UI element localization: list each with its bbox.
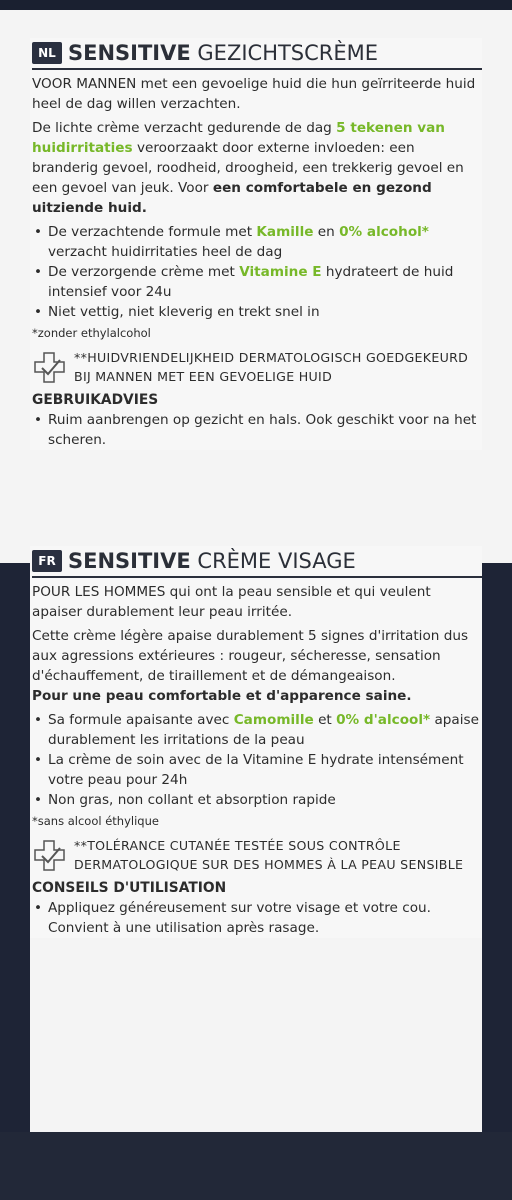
fr-intro: POUR LES HOMMES qui ont la peau sensible et qui veulent apaiser durablement leur peau irritée. (32, 584, 431, 620)
nl-intro: VOOR MANNEN met een gevoelige huid die hun geïrriteerde huid heel de dag willen verzachten. (32, 76, 476, 112)
fr-header (32, 546, 482, 578)
left-navy-strip (0, 563, 30, 1200)
nl-header (32, 38, 482, 70)
skin-check-icon (32, 350, 68, 386)
nl-description: De lichte crème verzacht gedurende de dag 5 tekenen van huidirritaties veroorzaakt door externe invloeden: een branderig gevoel, roodheid, droogheid, een trekkerig gevoel en een gevoel van jeuk. Voor een comfortabele en gezond uitziende huid. (32, 120, 464, 216)
nl-advice-title: GEBRUIKADVIES (32, 392, 159, 408)
fr-dermatology-claim: **TOLÉRANCE CUTANÉE TESTÉE SOUS CONTRÔLE DERMATOLOGIQUE SUR DES HOMMES À LA PEAU SENSIBLE (32, 836, 482, 874)
fr-advice-title: CONSEILS D'UTILISATION (32, 880, 227, 896)
bottom-navy-band (0, 1132, 512, 1200)
list-item: • Non gras, non collant et absorption rapide (32, 790, 482, 810)
fr-description-bold: Pour une peau comfortable et d'apparence saine. (32, 688, 412, 704)
fr-title: SENSITIVE CRÈME VISAGE (68, 549, 356, 573)
list-item: • La crème de soin avec de la Vitamine E hydrate intensément votre peau pour 24h (32, 750, 482, 790)
nl-section (30, 38, 482, 450)
fr-section (30, 546, 482, 938)
list-item: • Sa formule apaisante avec Camomille et 0% d'alcool* apaise durablement les irritations de la peau (32, 710, 482, 750)
fr-advice-list (32, 898, 482, 938)
nl-benefits-list (32, 222, 482, 322)
list-item: • Ruim aanbrengen op gezicht en hals. Ook geschikt voor na het scheren. (32, 410, 482, 450)
skin-check-icon (32, 838, 68, 874)
list-item: • Niet vettig, niet kleverig en trekt snel in (32, 302, 482, 322)
fr-description: Cette crème légère apaise durablement 5 signes d'irritation dus aux agressions extérieures : rougeur, sécheresse, sensation d'échauffement, de tiraillement et de démangeaison. (32, 628, 469, 684)
fr-footnote: *sans alcool éthylique (32, 814, 159, 828)
top-border (0, 0, 512, 10)
right-navy-strip (482, 563, 512, 1200)
nl-footnote: *zonder ethylalcohol (32, 326, 151, 340)
fr-benefits-list (32, 710, 482, 810)
nl-advice-list (32, 410, 482, 450)
list-item: • Appliquez généreusement sur votre visage et votre cou. Convient à une utilisation après rasage. (32, 898, 482, 938)
list-item: • De verzorgende crème met Vitamine E hydrateert de huid intensief voor 24u (32, 262, 482, 302)
list-item: • De verzachtende formule met Kamille en 0% alcohol* verzacht huidirritaties heel de dag (32, 222, 482, 262)
language-badge-nl: NL (32, 42, 62, 64)
nl-dermatology-claim: **HUIDVRIENDELIJKHEID DERMATOLOGISCH GOEDGEKEURD BIJ MANNEN MET EEN GEVOELIGE HUID (32, 348, 482, 386)
nl-title: SENSITIVE GEZICHTSCRÈME (68, 41, 379, 65)
language-badge-fr: FR (32, 550, 62, 572)
